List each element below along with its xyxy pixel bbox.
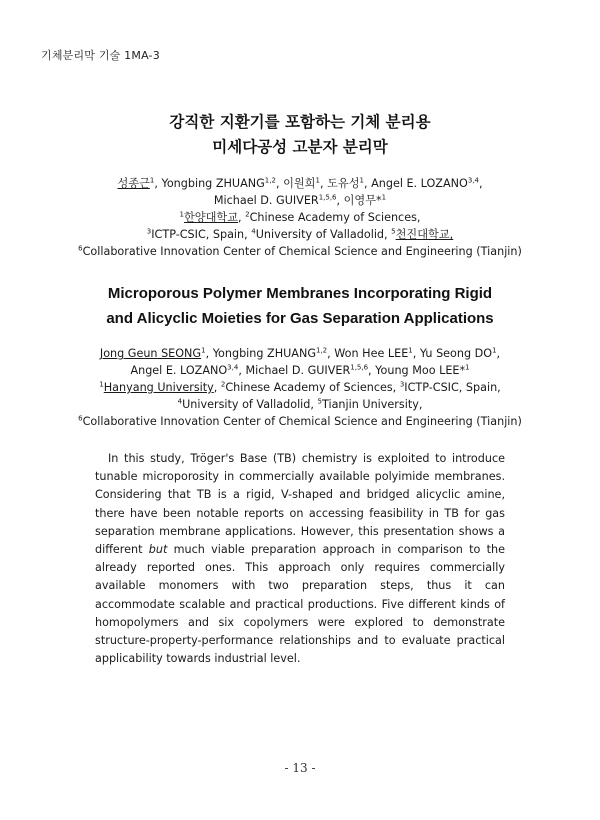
korean-authors-line-1 (0, 175, 600, 192)
korean-title-line-1: 강직한 지환기를 포함하는 기체 분리용 (169, 113, 431, 131)
english-authors-line-1 (0, 345, 600, 362)
author: Yongbing ZHUANG$^{1,2}$, (212, 346, 335, 360)
affiliation: $^5$Tianjin University, (317, 397, 423, 411)
affiliation: $^6$Collaborative Innovation Center of Chemical Science and Engineering (Tianjin) (78, 244, 522, 258)
author: 성종근$^1$, (117, 176, 162, 190)
page-number: - 13 - (284, 761, 316, 775)
affiliation: $^3$ICTP-CSIC, Spain, (146, 227, 248, 241)
english-title-line-2: and Alicyclic Moieties for Gas Separation Applications (106, 310, 494, 327)
author: Angel E. LOZANO$^{3,4}$, (371, 176, 483, 190)
english-affiliations-line-3 (0, 413, 600, 430)
english-title-line-1: Microporous Polymer Membranes Incorporating Rigid (107, 285, 493, 302)
author: Michael D. GUIVER$^{1,5,6}$, (213, 193, 344, 207)
author: Yu Seong $DO^1$, (419, 346, 501, 360)
affiliation: $^2$Chinese Academy of Sciences, (220, 380, 397, 394)
affiliation: $^4$University of Valladolid, (251, 227, 388, 241)
session-header: 기체분리막 기술 1MA-3 (41, 49, 160, 62)
affiliation: $^6$Collaborative Innovation Center of Chemical Science and Engineering (Tianjin) (78, 414, 522, 428)
affiliation: $^1$한양대학교, (179, 210, 246, 224)
korean-affiliations-line-3 (0, 243, 600, 260)
korean-affiliations-line-1 (0, 209, 600, 226)
author: Young Moo LEE*$^1$ (375, 363, 470, 377)
affiliation: $^1$Hanyang University, (99, 380, 221, 394)
affiliation: $^4$University of Valladolid, (177, 397, 314, 411)
author: Michael D. GUIVER$^{1,5,6}$, (245, 363, 376, 377)
author: 이영무*$^1$ (343, 193, 387, 207)
korean-title-line-2: 미세다공성 고분자 분리막 (212, 138, 388, 156)
author: 도유성$^1$, (327, 176, 372, 190)
korean-affiliations-line-2 (0, 226, 600, 243)
abstract-paragraph: In this study, Tröger's Base (TB) chemistry is exploited to introduce tunable microporosity in commercially available polyimide membranes. Considering that TB is a rigid, V-shaped and bridged alicyclic amine, there have been notable reports on accessing feasibility in TB for gas separation membrane applications. However, this presentation shows a different but much viable preparation approach in comparison to the already reported ones. This approach only requires commercially available monomers with two preparation steps, thus it can accommodate scalable and practical productions. Five different kinds of homopolymers and six copolymers were explored to demonstrate structure-property-performance relationships and to evaluate practical applicability towards industrial level. (95, 452, 505, 666)
author: Won Hee LEE$^1$, (334, 346, 420, 360)
english-affiliations-line-2 (0, 396, 600, 413)
affiliation: $^5$천진대학교, (391, 227, 454, 241)
english-authors-line-2 (0, 362, 600, 379)
author: Jong Geun SEONG$^1$, (99, 346, 213, 360)
author: Angel E. LOZANO$^{3,4}$, (130, 363, 246, 377)
abstract-emphasis: but (148, 543, 168, 557)
korean-authors-line-2 (0, 192, 600, 209)
author: Yongbing ZHUANG$^{1,2}$, (161, 176, 284, 190)
english-affiliations-line-1 (0, 379, 600, 396)
author: 이원희$^1$, (283, 176, 328, 190)
affiliation: $^3$ICTP-CSIC, Spain, (399, 380, 501, 394)
affiliation: $^2$Chinese Academy of Sciences, (245, 210, 421, 224)
